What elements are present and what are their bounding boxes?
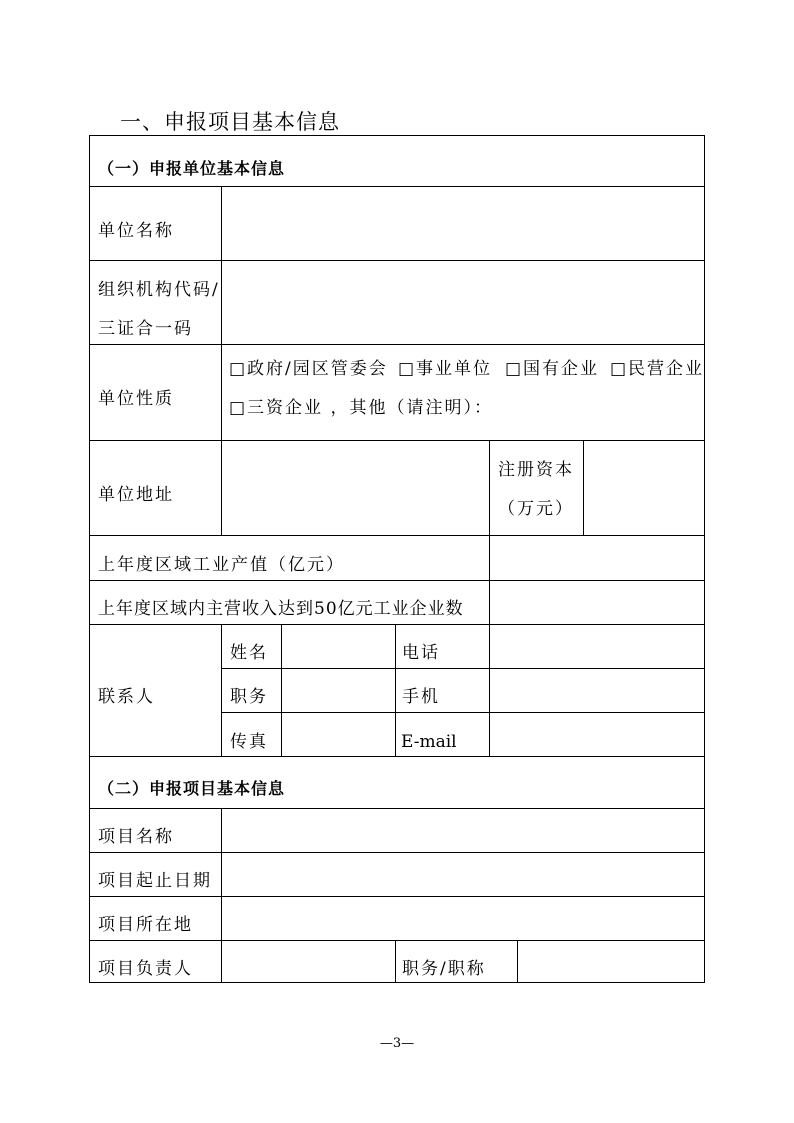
address-label: 单位地址 xyxy=(98,485,174,505)
contact-title-field[interactable] xyxy=(282,669,395,712)
contact-fax-field[interactable] xyxy=(282,713,395,756)
project-name-field[interactable] xyxy=(222,809,704,852)
project-leader-field[interactable] xyxy=(222,941,395,982)
section2-title: （二）申报项目基本信息 xyxy=(98,779,286,798)
contact-phone-label: 电话 xyxy=(402,643,440,663)
enterprise-count-label: 上年度区域内主营收入达到50亿元工业企业数 xyxy=(98,599,464,619)
section1-title: （一）申报单位基本信息 xyxy=(98,159,286,178)
leader-title-label: 职务/职称 xyxy=(402,959,486,979)
industrial-output-field[interactable] xyxy=(490,536,704,580)
unit-nature-label: 单位性质 xyxy=(98,389,174,409)
page-number: —3— xyxy=(379,1036,415,1051)
project-location-label: 项目所在地 xyxy=(98,915,193,935)
contact-email-field[interactable] xyxy=(490,713,704,756)
nature-option-private[interactable]: □民营企业 xyxy=(610,359,705,379)
unit-name-label: 单位名称 xyxy=(98,221,174,241)
leader-title-field[interactable] xyxy=(518,941,704,982)
contact-email-label: E-mail xyxy=(401,732,457,752)
reg-capital-label-line2: （万元） xyxy=(498,499,574,519)
industrial-output-label: 上年度区域工业产值（亿元） xyxy=(98,555,345,575)
row-divider xyxy=(90,344,704,345)
nature-option-state-owned[interactable]: □国有企业 xyxy=(505,359,600,379)
address-field[interactable] xyxy=(222,441,489,535)
column-divider xyxy=(395,940,396,982)
contact-name-field[interactable] xyxy=(282,625,395,668)
contact-mobile-field[interactable] xyxy=(490,669,704,712)
contact-name-label: 姓名 xyxy=(230,643,268,663)
contact-phone-field[interactable] xyxy=(490,625,704,668)
application-form xyxy=(89,135,705,983)
project-dates-label: 项目起止日期 xyxy=(98,871,212,891)
column-divider xyxy=(221,624,222,756)
nature-option-foreign-other[interactable]: □三资企业 ，其他（请注明）： xyxy=(229,398,493,418)
nature-option-government[interactable]: □政府/园区管委会 xyxy=(229,359,388,379)
column-divider xyxy=(395,624,396,756)
contact-title-label: 职务 xyxy=(230,687,268,707)
page-heading: 一、申报项目基本信息 xyxy=(120,110,340,134)
unit-name-field[interactable] xyxy=(222,187,704,260)
org-code-label-line1: 组织机构代码/ xyxy=(98,280,220,300)
project-location-field[interactable] xyxy=(222,897,704,940)
contact-fax-label: 传真 xyxy=(230,732,268,752)
org-code-label-line2: 三证合一码 xyxy=(98,319,193,339)
column-divider xyxy=(489,440,490,535)
reg-capital-label-line1: 注册资本 xyxy=(498,460,574,480)
row-divider xyxy=(90,756,704,757)
contact-label: 联系人 xyxy=(98,687,155,707)
nature-option-institution[interactable]: □事业单位 xyxy=(398,359,493,379)
enterprise-count-field[interactable] xyxy=(490,581,704,624)
contact-mobile-label: 手机 xyxy=(402,687,440,707)
project-leader-label: 项目负责人 xyxy=(98,959,193,979)
project-name-label: 项目名称 xyxy=(98,827,174,847)
project-dates-field[interactable] xyxy=(222,853,704,896)
org-code-field[interactable] xyxy=(222,261,704,344)
reg-capital-field[interactable] xyxy=(584,441,704,535)
